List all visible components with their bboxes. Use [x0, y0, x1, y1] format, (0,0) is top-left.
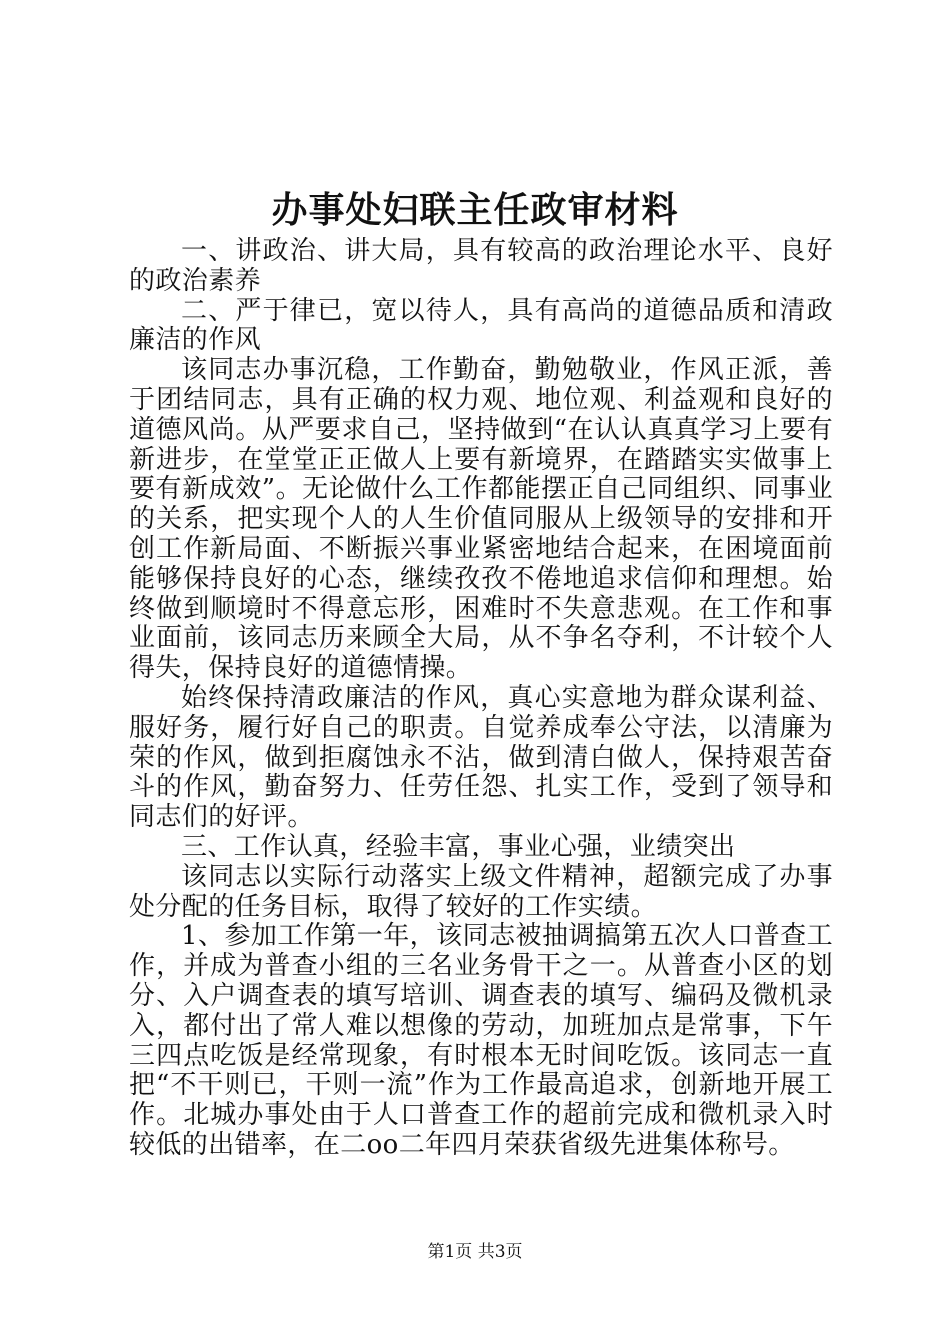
document-body	[129, 237, 833, 1161]
page-number-footer: 第1页 共3页	[427, 1242, 523, 1262]
paragraph-section-three-heading: 三、工作认真，经验丰富，事业心强，业绩突出	[181, 831, 736, 862]
paragraph-conduct: 该同志办事沉稳，工作勤奋，勤勉敬业，作风正派，善于团结同志，具有正确的权力观、地位观、利益观和良好的道德风尚。从严要求自己，坚持做到“在认认真真学习上要有新进步，在堂堂正正做人上要有新境界，在踏踏实实做事上要有新成效”。无论做什么工作都能摆正自己同组织、同事业的关系，把实现个人的人生价值同服从上级领导的安排和开创工作新局面、不断振兴事业紧密地结合起来，在困境面前能够保持良好的心态，继续孜孜不倦地追求信仰和理想。始终做到顺境时不得意忘形，困难时不失意悲观。在工作和事业面前，该同志历来顾全大局，从不争名夺利，不计较个人得失，保持良好的道德情操。	[129, 355, 833, 684]
paragraph-achievements-intro: 该同志以实际行动落实上级文件精神，超额完成了办事处分配的任务目标，取得了较好的工作实绩。	[129, 861, 833, 922]
paragraph-integrity: 始终保持清政廉洁的作风，真心实意地为群众谋利益、服好务，履行好自己的职责。自觉养成奉公守法，以清廉为荣的作风，做到拒腐蚀永不沾，做到清白做人，保持艰苦奋斗的作风，勤奋努力、任劳任怨、扎实工作，受到了领导和同志们的好评。	[129, 682, 833, 833]
document-title: 办事处妇联主任政审材料	[271, 189, 679, 231]
paragraph-section-one-heading: 一、讲政治、讲大局，具有较高的政治理论水平、良好的政治素养	[129, 236, 833, 296]
paragraph-census-work: 1、参加工作第一年，该同志被抽调搞第五次人口普查工作，并成为普查小组的三名业务骨干之一。从普查小区的划分、入户调查表的填写培训、调查表的填写、编码及微机录入，都付出了常人难以想像的劳动，加班加点是常事，下午三四点吃饭是经常现象，有时根本无时间吃饭。该同志一直把“不干则已，干则一流”作为工作最高追求，创新地开展工作。北城办事处由于人口普查工作的超前完成和微机录入时较低的出错率，在二oo二年四月荣获省级先进集体称号。	[129, 921, 833, 1160]
paragraph-section-two-heading: 二、严于律已，宽以待人，具有高尚的道德品质和清政廉洁的作风	[129, 295, 833, 356]
